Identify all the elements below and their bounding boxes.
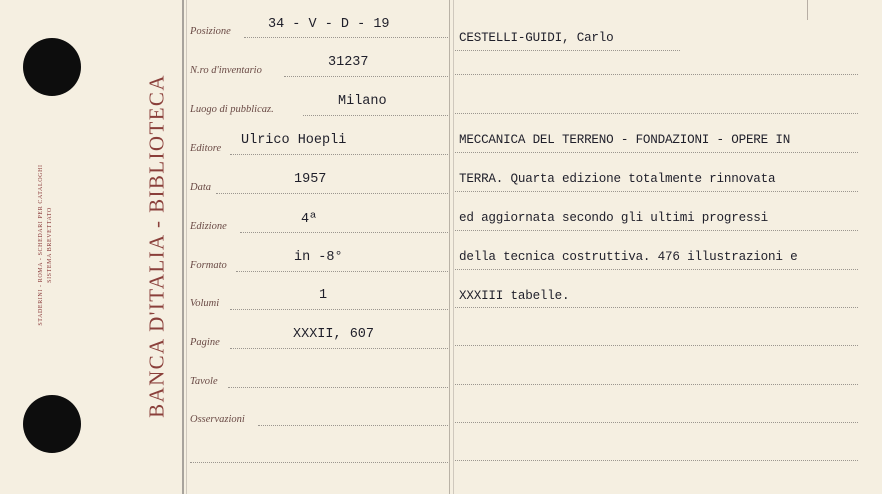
row-line-edizione [240,232,448,233]
right-row-line-6 [455,269,858,270]
row-line-formato [236,271,448,272]
value-pagine: XXXII, 607 [293,327,375,342]
label-edizione: Edizione [190,221,227,232]
right-row-line-8 [455,345,858,346]
printer-imprint [37,164,55,325]
description-line-2: TERRA. Quarta edizione totalmente rinnovata [459,172,776,186]
label-luogo: Luogo di pubblicaz. [190,104,274,115]
row-line-blank [190,462,448,463]
row-line-data [216,193,448,194]
right-row-line-4 [455,191,858,192]
column-divider [449,0,450,494]
value-data: 1957 [294,172,327,187]
row-line-editore [230,154,448,155]
description-line-5: XXXIII tabelle. [459,289,570,303]
value-edizione: 4ª [301,212,318,227]
punch-hole-top [23,38,81,96]
label-editore: Editore [190,143,222,154]
value-formato: in -8° [294,250,343,265]
label-inventario: N.ro d'inventario [190,65,262,76]
label-volumi: Volumi [190,298,220,309]
label-osservazioni: Osservazioni [190,414,245,425]
top-mark [807,0,808,20]
institution-heading: BANCA D'ITALIA - BIBLIOTECA [144,74,169,418]
margin-rule [182,0,184,494]
author-underline [455,50,680,51]
value-luogo: Milano [338,94,387,109]
label-data: Data [190,182,211,193]
description-line-3: ed aggiornata secondo gli ultimi progressi [459,211,769,225]
value-editore: Ulrico Hoepli [241,133,347,148]
right-row-line-5 [455,230,858,231]
row-line-inventario [284,76,448,77]
row-line-osservazioni [258,425,448,426]
row-line-tavole [228,387,448,388]
description-line-1: MECCANICA DEL TERRENO - FONDAZIONI - OPERE IN [459,133,791,147]
value-posizione: 34 - V - D - 19 [268,17,390,32]
label-tavole: Tavole [190,376,218,387]
row-line-volumi [230,309,448,310]
value-inventario: 31237 [328,55,369,70]
label-pagine: Pagine [190,337,220,348]
description-line-4: della tecnica costruttiva. 476 illustrazioni e [459,250,798,264]
row-line-pagine [230,348,448,349]
right-row-line-1 [455,74,858,75]
right-row-line-9 [455,384,858,385]
row-line-posizione [244,37,448,38]
value-volumi: 1 [319,288,328,303]
right-row-line-7 [455,307,858,308]
right-row-line-11 [455,460,858,461]
label-posizione: Posizione [190,26,231,37]
right-row-line-3 [455,152,858,153]
punch-hole-bottom [23,395,81,453]
right-row-line-2 [455,113,858,114]
author-heading: CESTELLI-GUIDI, Carlo [459,31,614,45]
label-formato: Formato [190,260,227,271]
row-line-luogo [303,115,448,116]
margin-rule-inner [186,0,187,494]
printer-line-2: SISTEMA BREVETTATO [47,207,53,283]
column-divider-inner [453,0,454,494]
printer-line-1: STADERINI - ROMA - SCHEDARI PER CATALOGHI [38,164,44,326]
right-row-line-10 [455,422,858,423]
